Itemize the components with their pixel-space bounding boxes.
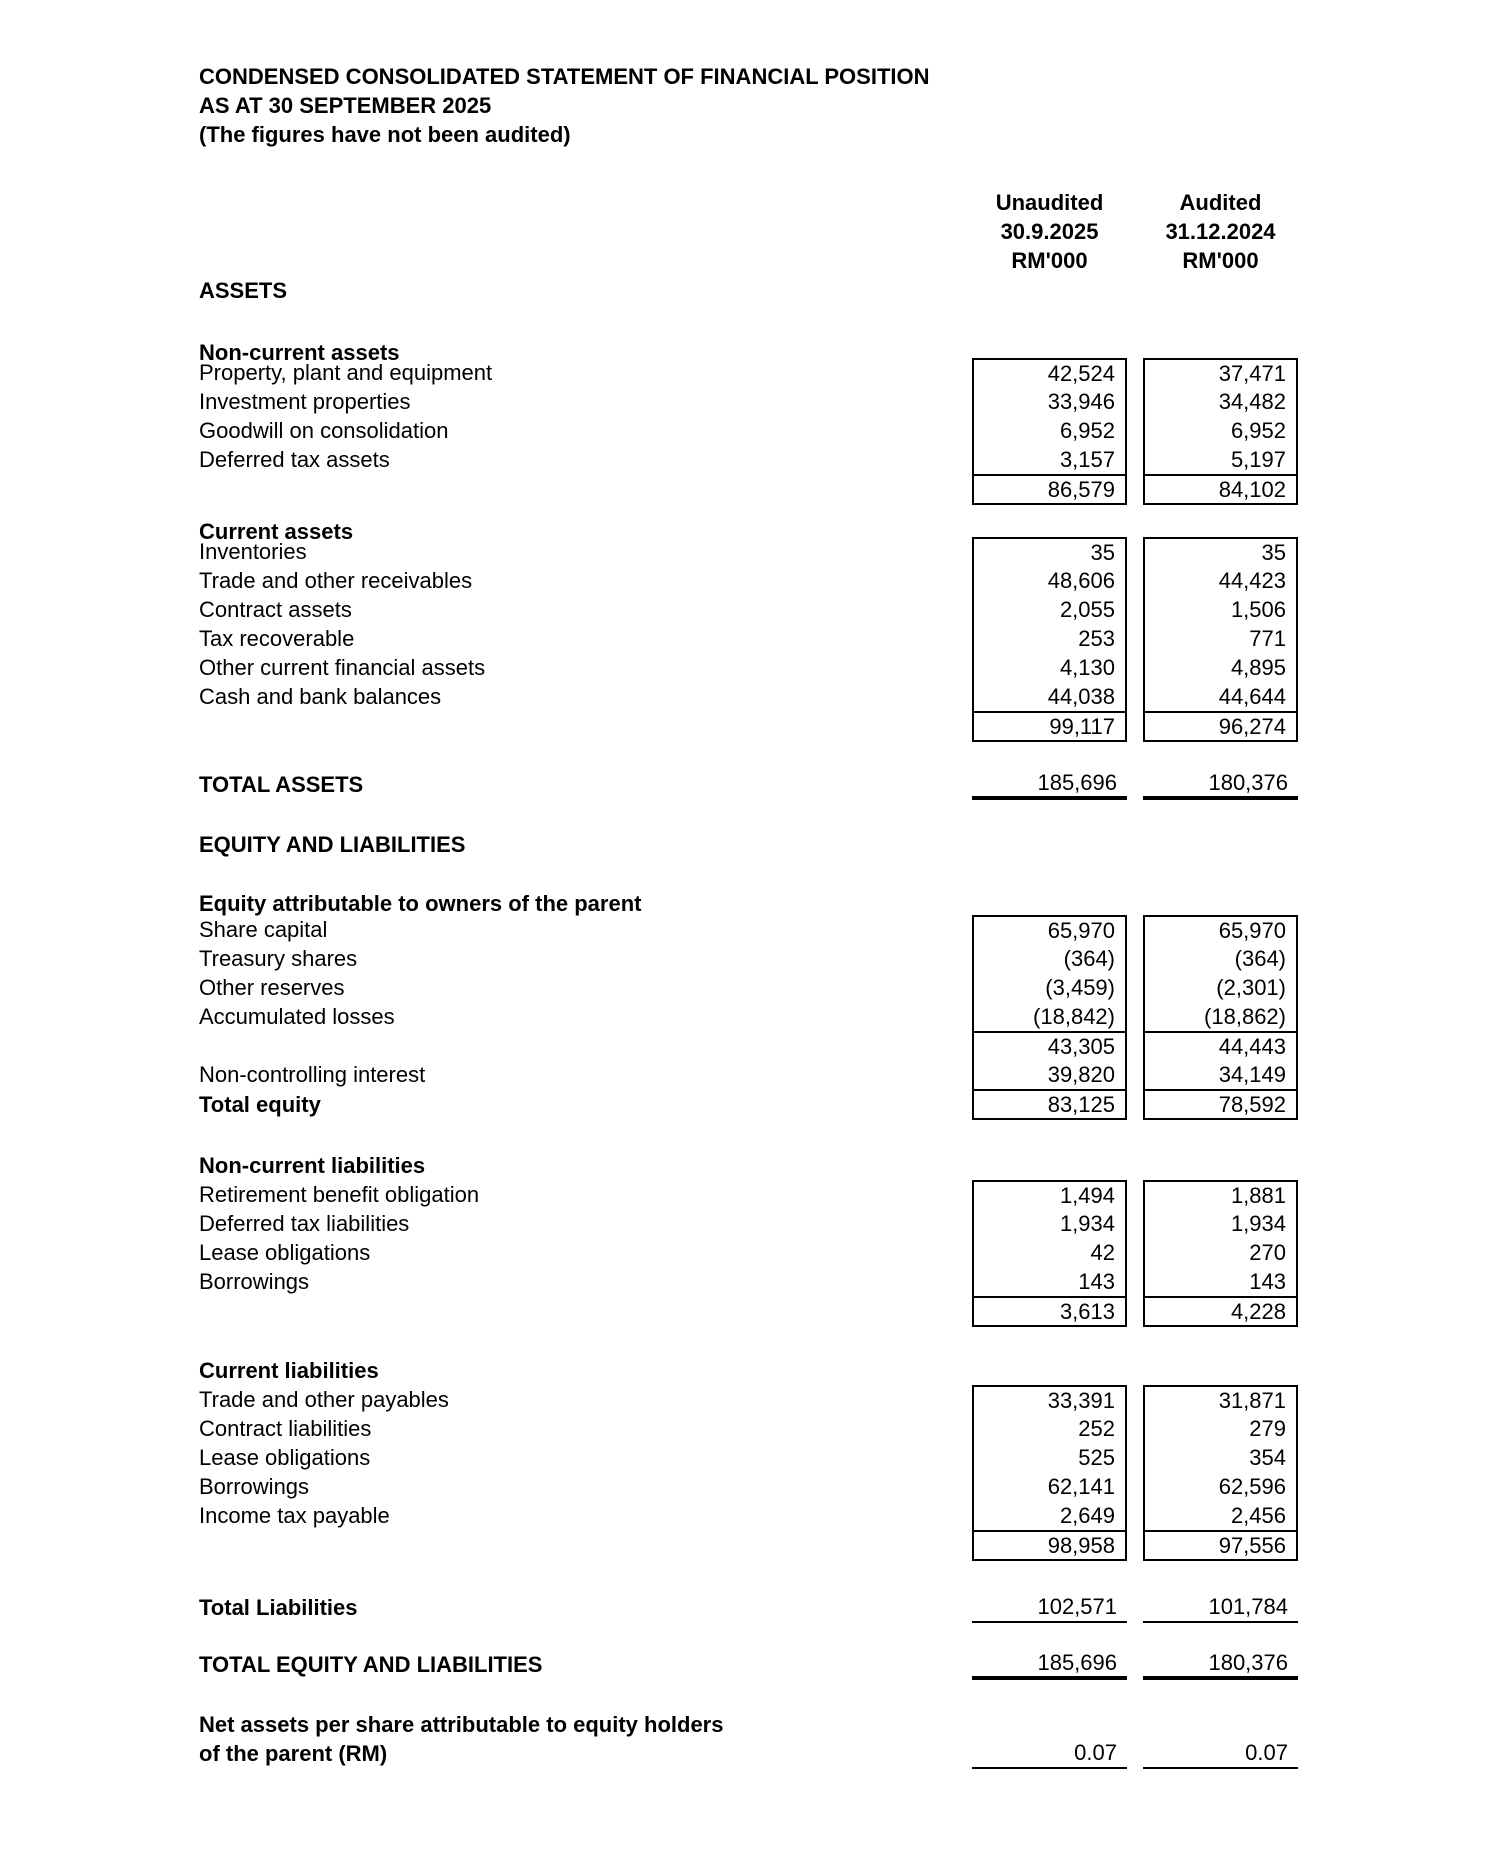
table-row xyxy=(199,973,1298,1002)
value-audited: 1,881 xyxy=(1143,1180,1298,1209)
value-audited: (2,301) xyxy=(1143,973,1298,1002)
row-label: Cash and bank balances xyxy=(199,683,442,709)
table-row xyxy=(199,445,1298,474)
table-row xyxy=(199,944,1298,973)
total-liabilities-unaudited: 102,571 xyxy=(972,1593,1127,1623)
value-audited: 1,506 xyxy=(1143,595,1298,624)
equity-subtotal-row xyxy=(199,1031,1298,1060)
table-row xyxy=(199,1180,1298,1209)
value-unaudited: 2,649 xyxy=(972,1501,1127,1530)
total-liabilities-label: Total Liabilities xyxy=(199,1595,358,1620)
col2-status: Audited xyxy=(1179,189,1262,215)
row-label: Treasury shares xyxy=(199,945,358,971)
value-unaudited: 525 xyxy=(972,1443,1127,1472)
value-unaudited: 48,606 xyxy=(972,566,1127,595)
value-audited: 35 xyxy=(1143,537,1298,566)
value-unaudited: 2,055 xyxy=(972,595,1127,624)
value-audited: 279 xyxy=(1143,1414,1298,1443)
total-assets-unaudited: 185,696 xyxy=(972,770,1127,800)
table-row xyxy=(199,1472,1298,1501)
title-line-1: CONDENSED CONSOLIDATED STATEMENT OF FINANCIAL POSITION xyxy=(199,64,930,89)
total-equity-unaudited: 83,125 xyxy=(972,1089,1127,1120)
net-assets-label-line1: Net assets per share attributable to equity holders xyxy=(199,1712,724,1737)
table-row xyxy=(199,1238,1298,1267)
total-assets-label: TOTAL ASSETS xyxy=(199,772,364,797)
value-audited: 1,934 xyxy=(1143,1209,1298,1238)
value-unaudited: 33,946 xyxy=(972,387,1127,416)
value-audited: 37,471 xyxy=(1143,358,1298,387)
table-row xyxy=(199,358,1298,387)
row-label: Contract liabilities xyxy=(199,1415,372,1441)
title-line-2: AS AT 30 SEPTEMBER 2025 xyxy=(199,93,492,118)
table-row xyxy=(199,387,1298,416)
value-audited: 5,197 xyxy=(1143,445,1298,474)
total-assets-audited: 180,376 xyxy=(1143,770,1298,800)
value-unaudited: (3,459) xyxy=(972,973,1127,1002)
value-audited: 44,423 xyxy=(1143,566,1298,595)
value-unaudited: 42 xyxy=(972,1238,1127,1267)
column-headers xyxy=(199,188,1298,275)
col1-date: 30.9.2025 xyxy=(1000,218,1099,244)
value-unaudited: 4,130 xyxy=(972,653,1127,682)
table-row xyxy=(199,1209,1298,1238)
value-audited: 31,871 xyxy=(1143,1385,1298,1414)
subtotal-audited: 97,556 xyxy=(1143,1530,1298,1561)
value-unaudited: 253 xyxy=(972,624,1127,653)
row-label: Tax recoverable xyxy=(199,625,355,651)
net-assets-label-line2: of the parent (RM) xyxy=(199,1741,388,1766)
total-equity-liabilities-unaudited: 185,696 xyxy=(972,1650,1127,1680)
col1-unit: RM'000 xyxy=(1011,247,1088,273)
subtotal-audited: 44,443 xyxy=(1143,1031,1298,1060)
value-unaudited: 62,141 xyxy=(972,1472,1127,1501)
table-row xyxy=(199,682,1298,711)
value-unaudited: 6,952 xyxy=(972,416,1127,445)
total-equity-row xyxy=(199,1089,1298,1120)
total-liabilities-audited: 101,784 xyxy=(1143,1593,1298,1623)
subtotal-audited: 96,274 xyxy=(1143,711,1298,742)
row-label: Trade and other receivables xyxy=(199,567,473,593)
value-audited: 34,482 xyxy=(1143,387,1298,416)
subtotal-unaudited: 99,117 xyxy=(972,711,1127,742)
subtotal-unaudited: 3,613 xyxy=(972,1296,1127,1327)
non-current-liabilities-heading: Non-current liabilities xyxy=(199,1153,426,1178)
row-label: Lease obligations xyxy=(199,1239,371,1265)
table-row xyxy=(199,566,1298,595)
value-audited: 6,952 xyxy=(1143,416,1298,445)
row-label: Income tax payable xyxy=(199,1502,390,1528)
total-equity-liabilities-row xyxy=(199,1650,1298,1680)
value-audited: 143 xyxy=(1143,1267,1298,1296)
net-assets-per-share xyxy=(199,1710,1298,1769)
row-label: Other current financial assets xyxy=(199,654,486,680)
value-audited: 354 xyxy=(1143,1443,1298,1472)
row-label: Property, plant and equipment xyxy=(199,359,493,385)
row-label: Other reserves xyxy=(199,974,345,1000)
non-current-liabilities-table xyxy=(199,1180,1298,1327)
subtotal-row xyxy=(199,711,1298,742)
net-assets-audited: 0.07 xyxy=(1143,1739,1298,1769)
col1-status: Unaudited xyxy=(995,189,1104,215)
title-line-3: (The figures have not been audited) xyxy=(199,122,571,147)
value-unaudited: 3,157 xyxy=(972,445,1127,474)
subtotal-row xyxy=(199,474,1298,505)
table-row xyxy=(199,624,1298,653)
non-current-assets-heading: Non-current assets xyxy=(199,340,400,365)
value-unaudited: 42,524 xyxy=(972,358,1127,387)
equity-liabilities-heading: EQUITY AND LIABILITIES xyxy=(199,832,466,857)
total-equity-liabilities-label: TOTAL EQUITY AND LIABILITIES xyxy=(199,1652,543,1677)
table-row xyxy=(199,416,1298,445)
value-audited: 2,456 xyxy=(1143,1501,1298,1530)
table-row xyxy=(199,1501,1298,1530)
row-label: Goodwill on consolidation xyxy=(199,417,449,443)
subtotal-row xyxy=(199,1296,1298,1327)
nci-row xyxy=(199,1060,1298,1089)
col2-unit: RM'000 xyxy=(1182,247,1259,273)
table-row xyxy=(199,1002,1298,1031)
value-audited: (364) xyxy=(1143,944,1298,973)
total-equity-audited: 78,592 xyxy=(1143,1089,1298,1120)
row-label: Borrowings xyxy=(199,1473,310,1499)
table-row xyxy=(199,595,1298,624)
row-label: Share capital xyxy=(199,916,328,942)
table-row xyxy=(199,1267,1298,1296)
col2-date: 31.12.2024 xyxy=(1165,218,1276,244)
equity-table xyxy=(199,915,1298,1120)
row-label: Borrowings xyxy=(199,1268,310,1294)
table-row xyxy=(199,1414,1298,1443)
total-assets-row xyxy=(199,770,1298,800)
current-liabilities-heading: Current liabilities xyxy=(199,1358,379,1383)
total-equity-label: Total equity xyxy=(199,1091,321,1117)
value-unaudited: 65,970 xyxy=(972,915,1127,944)
value-unaudited: 35 xyxy=(972,537,1127,566)
row-label: Investment properties xyxy=(199,388,411,414)
row-label: Deferred tax liabilities xyxy=(199,1210,410,1236)
table-row xyxy=(199,915,1298,944)
row-label: Non-controlling interest xyxy=(199,1061,426,1087)
value-unaudited: (364) xyxy=(972,944,1127,973)
value-unaudited: 143 xyxy=(972,1267,1127,1296)
subtotal-audited: 4,228 xyxy=(1143,1296,1298,1327)
value-unaudited: 44,038 xyxy=(972,682,1127,711)
value-unaudited: 1,494 xyxy=(972,1180,1127,1209)
value-unaudited: 1,934 xyxy=(972,1209,1127,1238)
row-label: Inventories xyxy=(199,538,307,564)
row-label: Lease obligations xyxy=(199,1444,371,1470)
row-label: Trade and other payables xyxy=(199,1386,449,1412)
non-current-assets-table xyxy=(199,358,1298,505)
row-label: Retirement benefit obligation xyxy=(199,1181,480,1207)
row-label: Accumulated losses xyxy=(199,1003,395,1029)
value-audited: 4,895 xyxy=(1143,653,1298,682)
value-audited: 65,970 xyxy=(1143,915,1298,944)
value-unaudited: 252 xyxy=(972,1414,1127,1443)
value-unaudited: 33,391 xyxy=(972,1385,1127,1414)
subtotal-unaudited: 86,579 xyxy=(972,474,1127,505)
current-assets-heading: Current assets xyxy=(199,519,354,544)
table-row xyxy=(199,537,1298,566)
total-equity-liabilities-audited: 180,376 xyxy=(1143,1650,1298,1680)
current-assets-table xyxy=(199,537,1298,742)
current-liabilities-table xyxy=(199,1385,1298,1561)
value-unaudited: (18,842) xyxy=(972,1002,1127,1031)
subtotal-unaudited: 98,958 xyxy=(972,1530,1127,1561)
total-liabilities-row xyxy=(199,1593,1298,1623)
table-row xyxy=(199,1385,1298,1414)
value-audited: 44,644 xyxy=(1143,682,1298,711)
table-row xyxy=(199,653,1298,682)
document-title xyxy=(199,62,1298,149)
value-unaudited: 39,820 xyxy=(972,1060,1127,1089)
value-audited: 771 xyxy=(1143,624,1298,653)
subtotal-row xyxy=(199,1530,1298,1561)
table-row xyxy=(199,1443,1298,1472)
row-label: Deferred tax assets xyxy=(199,446,390,472)
value-audited: (18,862) xyxy=(1143,1002,1298,1031)
value-audited: 270 xyxy=(1143,1238,1298,1267)
value-audited: 62,596 xyxy=(1143,1472,1298,1501)
equity-heading: Equity attributable to owners of the parent xyxy=(199,891,642,916)
row-label: Contract assets xyxy=(199,596,352,622)
assets-heading: ASSETS xyxy=(199,278,288,303)
net-assets-unaudited: 0.07 xyxy=(972,1739,1127,1769)
value-audited: 34,149 xyxy=(1143,1060,1298,1089)
subtotal-audited: 84,102 xyxy=(1143,474,1298,505)
subtotal-unaudited: 43,305 xyxy=(972,1031,1127,1060)
